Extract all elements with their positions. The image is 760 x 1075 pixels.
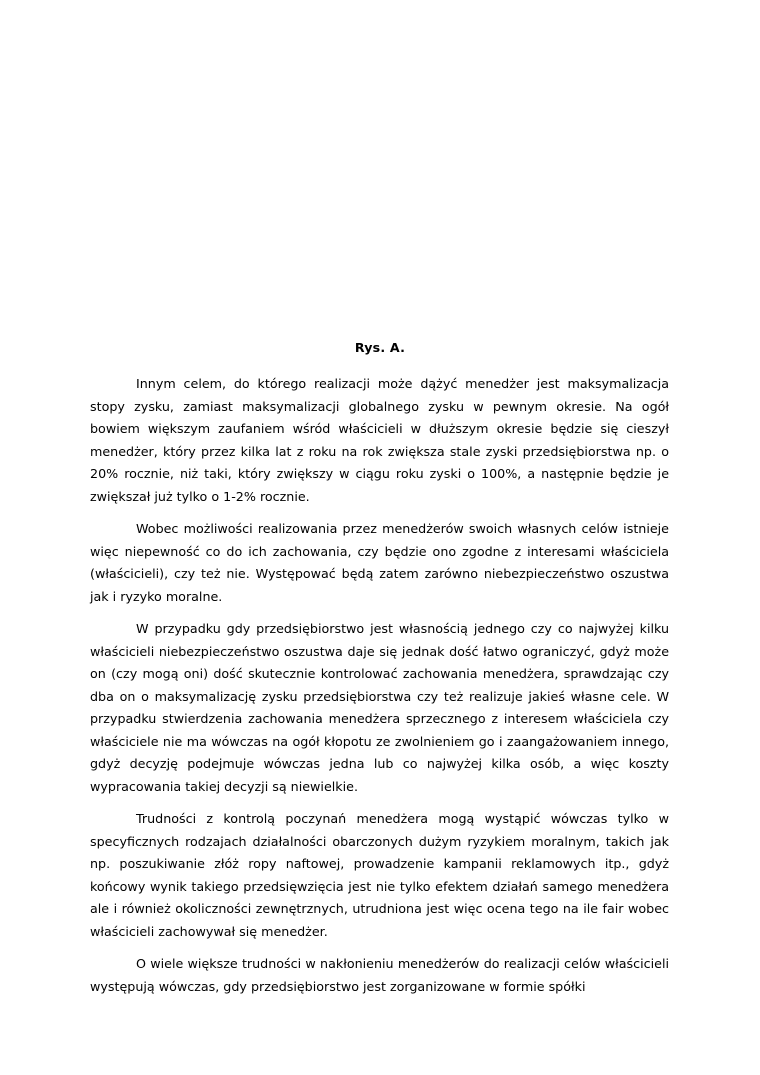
paragraph-1: Innym celem, do którego realizacji może dążyć menedżer jest maksymalizacja stopy zysku, zamiast maksymalizacji globalnego zysku w pewnym okresie. Na ogół bowiem większym zaufaniem wśród właścicieli w dłuższym okresie będzie się cieszył menedżer, który przez kilka lat z roku na rok zwiększa stale zyski przedsiębiorstwa np. o 20% rocznie, niż taki, który zwiększy w ciągu roku zyski o 100%, a następnie będzie je zwiększał już tylko o 1-2% rocznie. [90, 376, 669, 504]
paragraph-4: Trudności z kontrolą poczynań menedżera mogą wystąpić wówczas tylko w specyficznych rodzajach działalności obarczonych dużym ryzykiem moralnym, takich jak np. poszukiwanie złóż ropy naftowej, prowadzenie kampanii reklamowych itp., gdyż końcowy wynik takiego przedsięwzięcia jest nie tylko efektem działań samego menedżera ale i również okoliczności zewnętrznych, utrudniona jest więc ocena tego na ile fair wobec właścicieli zachowywał się menedżer. [90, 811, 669, 939]
body-text [90, 373, 669, 1008]
paragraph-3: W przypadku gdy przedsiębiorstwo jest własnością jednego czy co najwyżej kilku właścicieli niebezpieczeństwo oszustwa daje się jednak dość łatwo ograniczyć, gdyż może on (czy mogą oni) dość skutecznie kontrolować zachowania menedżera, sprawdzając czy dba on o maksymalizację zysku przedsiębiorstwa czy też realizuje jakieś własne cele. W przypadku stwierdzenia zachowania menedżera sprzecznego z interesem właściciela czy właściciele nie ma wówczas na ogół kłopotu ze zwolnieniem go i zaangażowaniem innego, gdyż decyzję podejmuje wówczas jedna lub co najwyżej kilka osób, a więc koszty wypracowania takiej decyzji są niewielkie. [90, 621, 669, 794]
paragraph-5: O wiele większe trudności w nakłonieniu menedżerów do realizacji celów właścicieli występują wówczas, gdy przedsiębiorstwo jest zorganizowane w formie spółki [90, 956, 669, 994]
figure-caption: Rys. A. [354, 340, 406, 355]
paragraph-2: Wobec możliwości realizowania przez menedżerów swoich własnych celów istnieje więc niepewność co do ich zachowania, czy będzie ono zgodne z interesami właściciela (właścicieli), czy też nie. Występować będą zatem zarówno niebezpieczeństwo oszustwa jak i ryzyko moralne. [90, 521, 669, 604]
